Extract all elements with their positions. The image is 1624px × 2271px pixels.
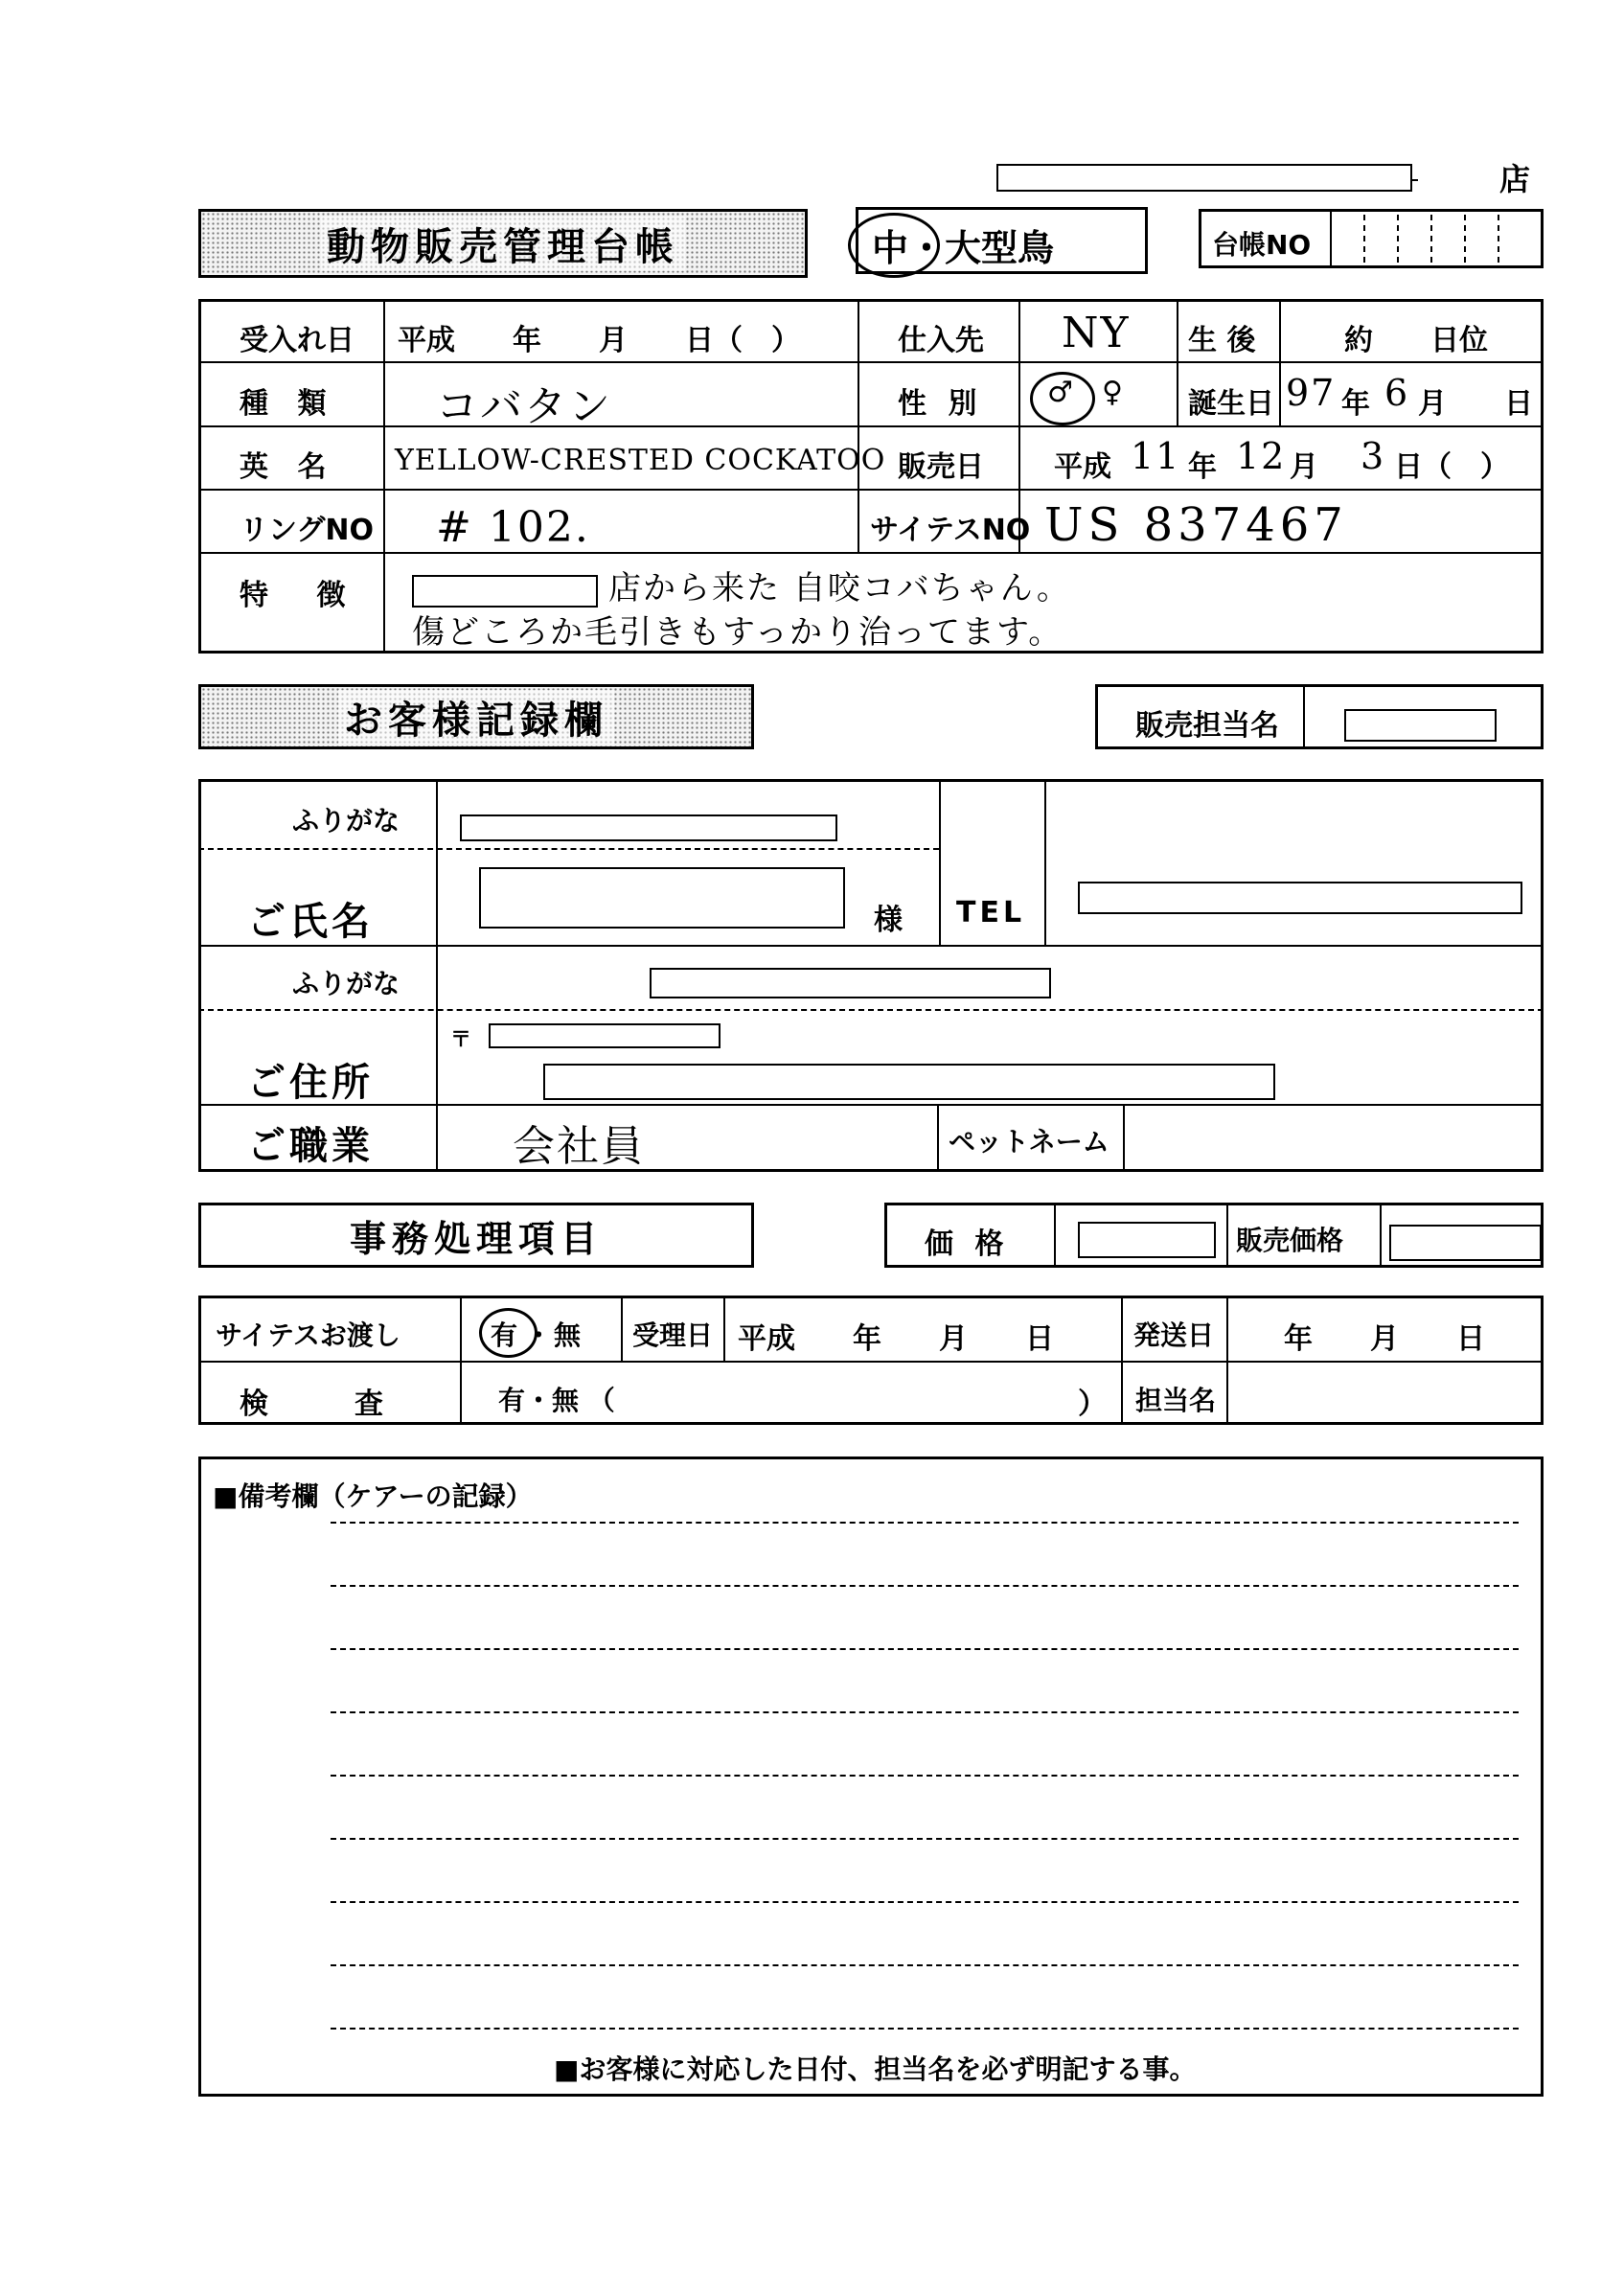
sale-year-unit: 年	[1188, 450, 1217, 484]
sale-year: 11	[1131, 435, 1181, 477]
age-label: 生 後	[1188, 324, 1256, 357]
cites-handover-dot: ・	[525, 1319, 553, 1351]
age-value: 約 日位	[1344, 324, 1488, 357]
redacted-store-name	[996, 164, 1412, 192]
store-suffix: 店	[1499, 161, 1531, 197]
address-furigana-label: ふりがな	[292, 968, 400, 999]
sex-label: 性 別	[898, 387, 983, 421]
accept-date-label: 受理日	[632, 1319, 714, 1351]
sale-month: 12	[1236, 435, 1287, 477]
birth-month: 6	[1384, 372, 1410, 414]
redacted-postal-code	[489, 1023, 721, 1048]
sex-male: ♂	[1047, 376, 1073, 409]
cites-no-value: US 837467	[1044, 498, 1348, 552]
english-name-value: YELLOW-CRESTED COCKATOO	[395, 444, 886, 477]
sale-day-unit: 日（ ）	[1394, 450, 1509, 484]
birth-label: 誕生日	[1188, 387, 1274, 421]
cites-handover-label: サイテスお渡し	[216, 1319, 400, 1351]
ledger-title-text: 動物販売管理台帳	[321, 217, 685, 271]
customer-section-title-text: お客様記録欄	[338, 690, 614, 745]
office-section-title	[198, 1203, 754, 1268]
redacted-address	[543, 1064, 1275, 1100]
english-name-label: 英 名	[240, 450, 336, 484]
features-line-1: 店から来た 自咬コバちゃん。	[608, 569, 1071, 608]
inspection-label: 検 査	[240, 1388, 383, 1421]
cites-handover-yes: 有	[491, 1319, 518, 1351]
features-line-2: 傷どころか毛引きもすっかり治ってます。	[412, 613, 1064, 652]
species-value: コバタン	[436, 382, 612, 431]
category-text: 中・大型鳥	[872, 227, 1055, 269]
name-furigana-label: ふりがな	[292, 805, 400, 837]
birth-month-unit: 月	[1418, 387, 1447, 421]
name-label: ご氏名	[247, 900, 374, 944]
postal-mark: 〒	[450, 1028, 472, 1052]
sale-day: 3	[1361, 435, 1386, 477]
honorific: 様	[874, 904, 903, 937]
accept-date-value: 平成 年 月 日	[738, 1322, 1054, 1356]
sales-staff-label: 販売担当名	[1135, 709, 1279, 743]
supplier-value: NY	[1062, 309, 1131, 357]
sale-era: 平成	[1054, 450, 1111, 484]
redacted-tel	[1078, 882, 1522, 914]
redacted-sale-price	[1389, 1225, 1542, 1261]
ledger-no-label: 台帳NO	[1212, 229, 1312, 261]
species-label: 種 類	[240, 387, 336, 421]
birth-year-unit: 年	[1341, 387, 1370, 421]
ledger-no-divider	[1330, 209, 1332, 268]
redacted-name-furigana	[460, 814, 837, 841]
occupation-value: 会社員	[513, 1122, 645, 1171]
cites-no-label: サイテスNO	[870, 514, 1031, 547]
features-label: 特 徴	[240, 579, 365, 612]
inspection-value: 有・無 （	[498, 1385, 615, 1416]
tel-label: TEL	[956, 896, 1026, 929]
notes-title: ■備考欄（ケアーの記録）	[213, 1480, 533, 1512]
sale-price-label: 販売価格	[1236, 1225, 1344, 1256]
received-date-label: 受入れ日	[240, 324, 355, 357]
notes-footer: ■お客様に対応した日付、担当名を必ず明記する事。	[554, 2053, 1197, 2085]
occupation-label: ご職業	[247, 1124, 374, 1168]
redacted-customer-name	[479, 867, 845, 929]
inspection-close: ）	[1078, 1388, 1107, 1421]
cites-handover-no: 無	[554, 1319, 582, 1351]
customer-section-title	[198, 684, 754, 749]
redacted-sales-staff	[1344, 709, 1497, 742]
birth-year: 97	[1286, 372, 1337, 414]
person-in-charge-label: 担当名	[1135, 1385, 1217, 1416]
supplier-label: 仕入先	[898, 324, 984, 357]
sex-female: ♀	[1102, 376, 1123, 409]
ledger-title	[198, 209, 808, 278]
notes-box	[198, 1457, 1544, 2097]
sale-date-label: 販売日	[898, 450, 984, 484]
birth-day-unit: 日	[1504, 387, 1533, 421]
sale-month-unit: 月	[1290, 450, 1318, 484]
ring-no-label: リングNO	[240, 514, 375, 547]
redacted-address-furigana	[650, 968, 1051, 998]
received-date-value: 平成 年 月 日（ ）	[398, 324, 800, 357]
office-section-title-text: 事務処理項目	[349, 1217, 603, 1260]
ring-no-value: # 102.	[436, 503, 590, 552]
redacted-price	[1078, 1222, 1216, 1258]
redacted-features-store	[412, 575, 598, 608]
address-label: ご住所	[247, 1061, 374, 1105]
price-label: 価 格	[925, 1227, 1010, 1261]
pet-name-label: ペットネーム	[949, 1126, 1109, 1158]
ship-date-value: 年 月 日	[1284, 1322, 1485, 1356]
ship-date-label: 発送日	[1133, 1319, 1215, 1351]
